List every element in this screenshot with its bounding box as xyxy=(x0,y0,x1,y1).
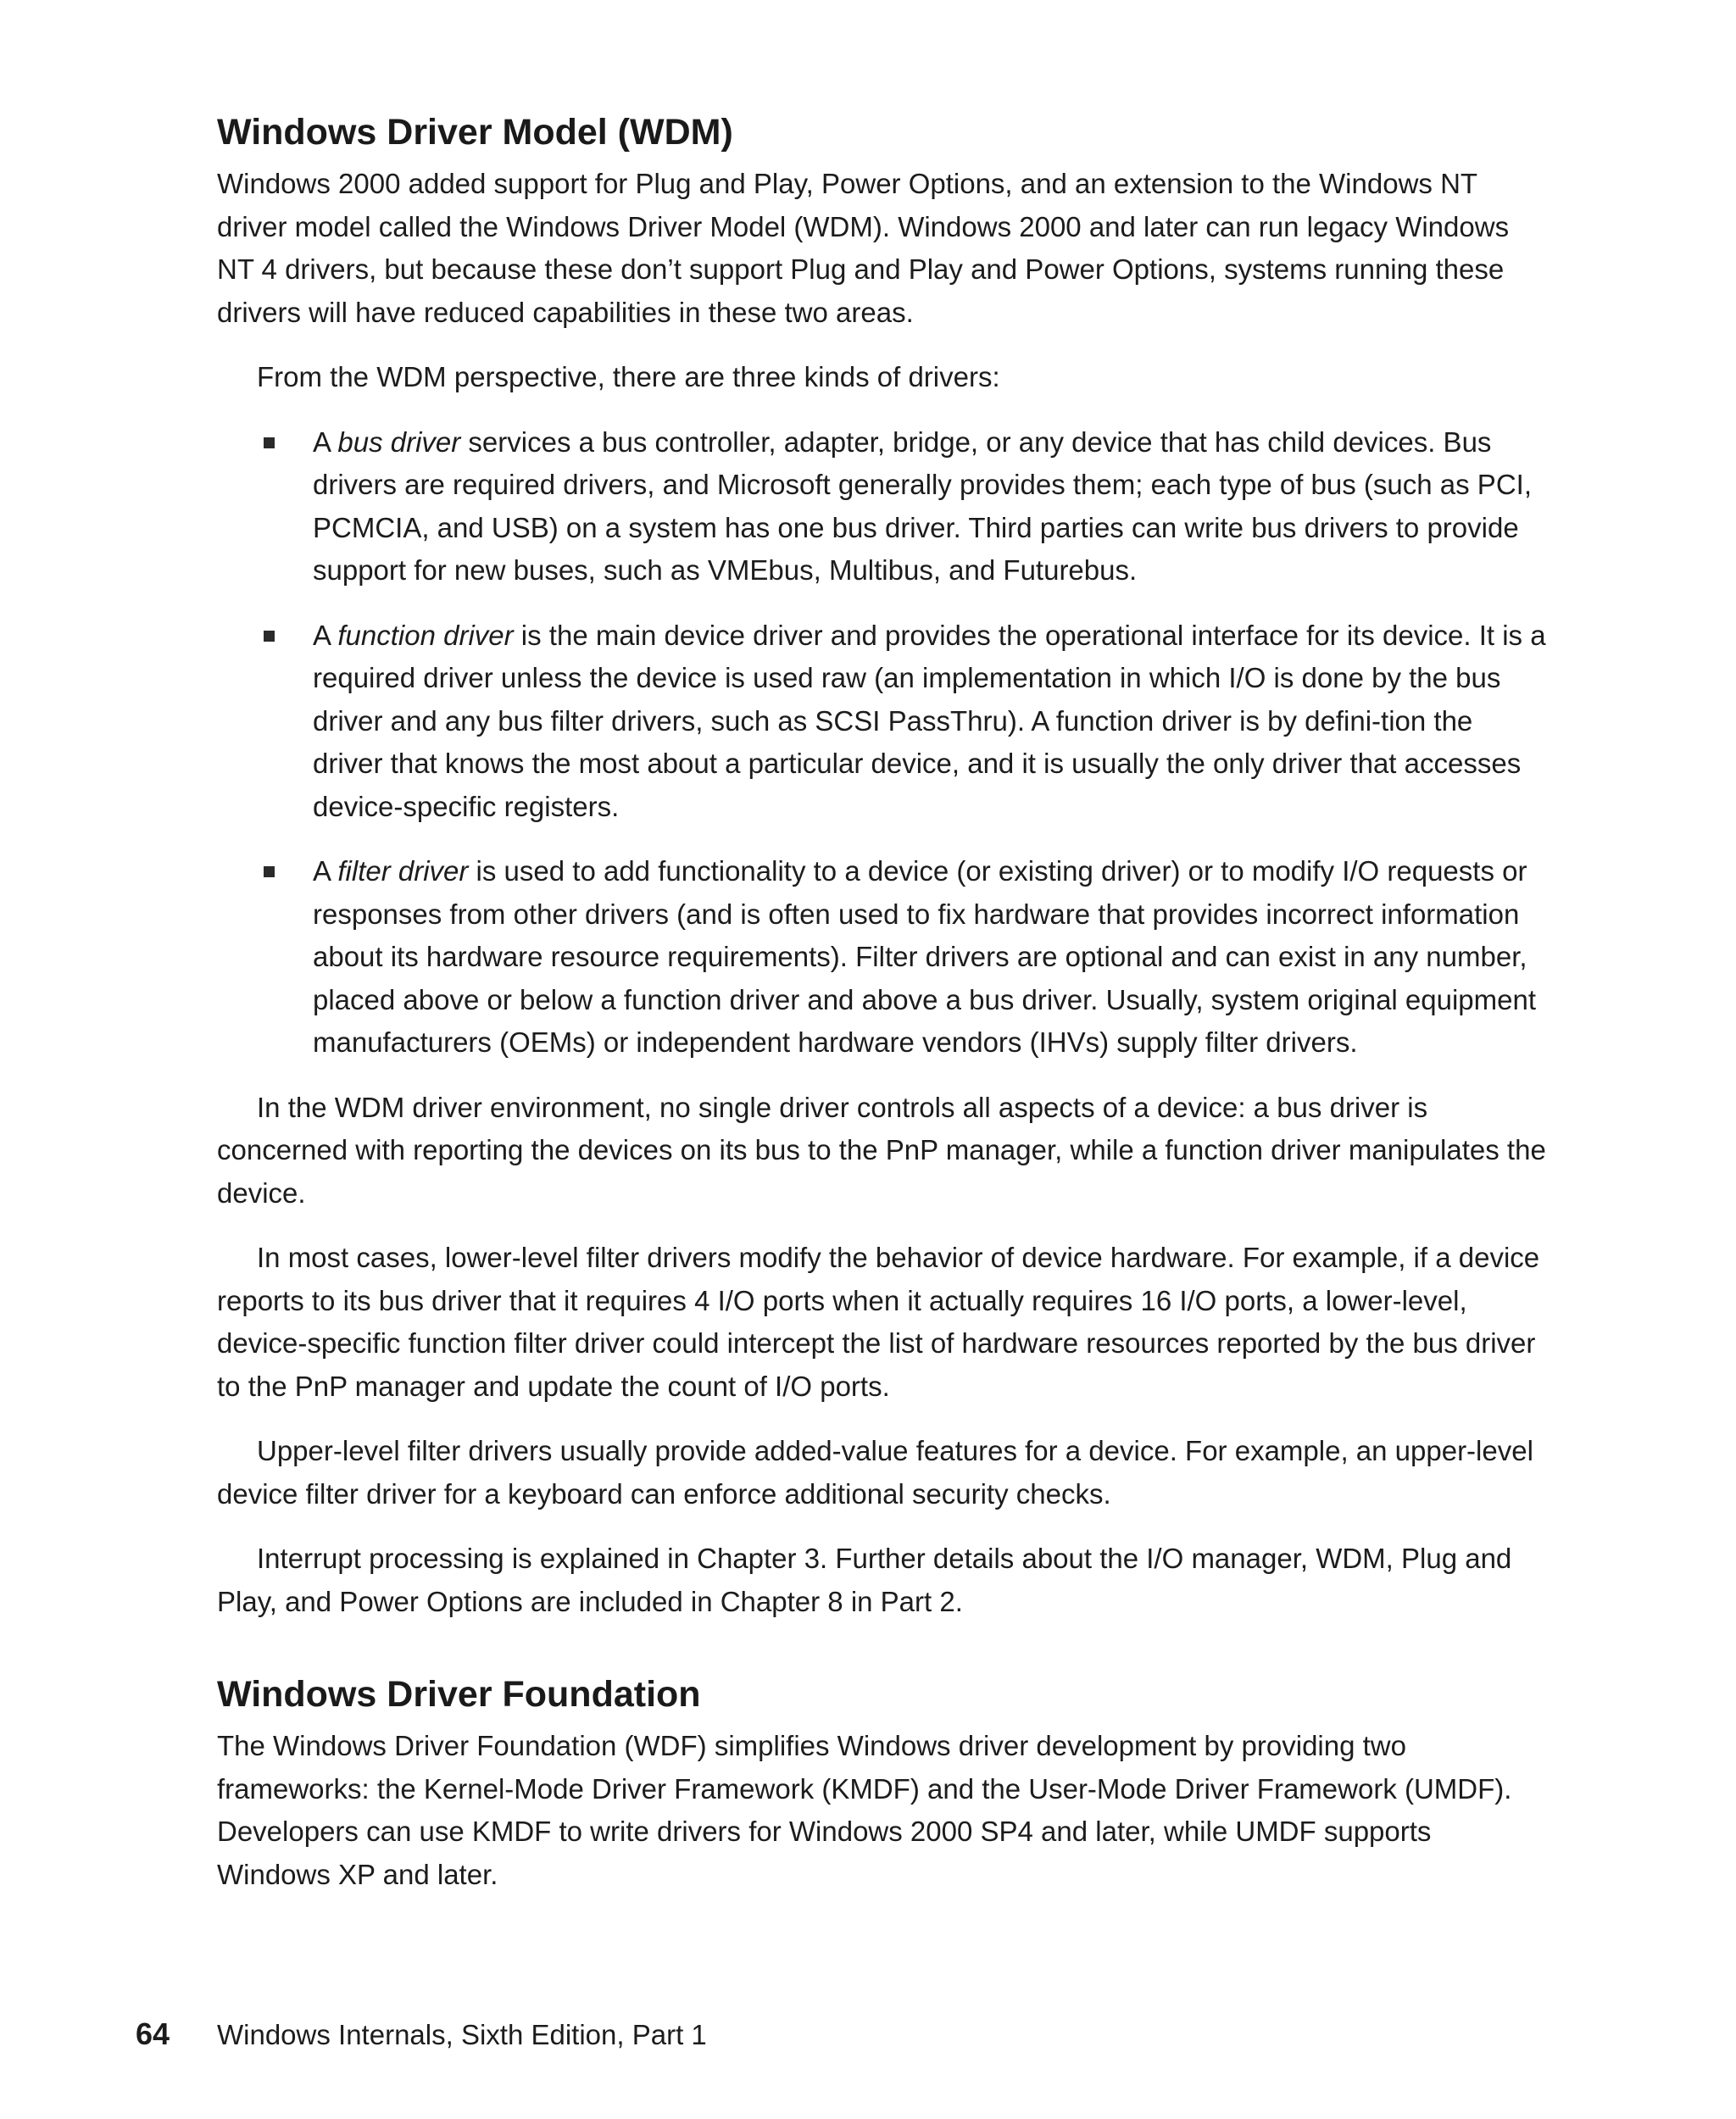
bullet-prefix: A xyxy=(313,855,338,887)
paragraph-lower-level-filters: In most cases, lower-level filter drivers modify the behavior of device hardware. For example, if a device reports to its bus driver that it requires 4 I/O ports when it actually requires 16 I/O ports, a lower-level, device-specific function filter driver could intercept the list of hardware resources reported by the bus driver to the PnP manager and update the count of I/O ports. xyxy=(217,1242,1540,1402)
wdf-body-paragraph: The Windows Driver Foundation (WDF) simplifies Windows driver development by providing two frameworks: the Kernel-Mode Driver Framework (KMDF) and the User-Mode Driver Framework (UMDF). Developers can use KMDF to write drivers for Windows 2000 SP4 and later, while UMDF supports Windows XP and later. xyxy=(217,1730,1512,1890)
list-item-filter-driver xyxy=(217,850,1548,1065)
section-heading-wdf: Windows Driver Foundation xyxy=(217,1674,701,1715)
page-number: 64 xyxy=(136,2016,170,2051)
wdm-lead-paragraph: From the WDM perspective, there are three kinds of drivers: xyxy=(257,361,1000,392)
book-title: Windows Internals, Sixth Edition, Part 1 xyxy=(217,2019,707,2050)
list-item-function-driver xyxy=(217,615,1548,829)
square-bullet-icon xyxy=(264,437,275,448)
term-function-driver: function driver xyxy=(337,619,514,651)
square-bullet-icon xyxy=(264,631,275,642)
page-footer xyxy=(136,2013,707,2056)
section-heading-wdm: Windows Driver Model (WDM) xyxy=(217,112,733,153)
list-item-bus-driver xyxy=(217,421,1548,592)
paragraph-wdm-environment: In the WDM driver environment, no single driver controls all aspects of a device: a bus driver is concerned with reporting the devices on its bus to the PnP manager, while a function driver manipulates the device. xyxy=(217,1091,1546,1209)
bullet-text: is used to add functionality to a device (or existing driver) or to modify I/O requests or responses from other drivers (and is often used to fix hardware that provides incorrect information about its hardware resource requirements). Filter drivers are optional and can exist in any number, placed above or below a function driver and above a bus driver. Usually, system original equipment manufacturers (OEMs) or independent hardware vendors (IHVs) supply filter drivers. xyxy=(313,855,1537,1058)
square-bullet-icon xyxy=(264,866,275,877)
driver-kinds-list xyxy=(217,421,1548,1065)
wdm-intro-paragraph: Windows 2000 added support for Plug and Play, Power Options, and an extension to the Windows NT driver model called the Windows Driver Model (WDM). Windows 2000 and later can run legacy Windows NT 4 drivers, but because these don’t support Plug and Play and Power Options, systems running these drivers will have reduced capabilities in these two areas. xyxy=(217,168,1510,328)
paragraph-upper-level-filters: Upper-level filter drivers usually provide added-value features for a device. For example, an upper-level device filter driver for a keyboard can enforce additional security checks. xyxy=(217,1435,1533,1510)
page-content xyxy=(217,110,1548,1896)
paragraph-interrupt-processing: Interrupt processing is explained in Chapter 3. Further details about the I/O manager, WDM, Plug and Play, and Power Options are included in Chapter 8 in Part 2. xyxy=(217,1543,1512,1617)
bullet-text: is the main device driver and provides the operational interface for its device. It is a required driver unless the device is used raw (an implementation in which I/O is done by the bus driver and any bus filter drivers, such as SCSI PassThru). A function driver is by defini-tion the driver that knows the most about a particular device, and it is usually the only driver that accesses device-specific registers. xyxy=(313,619,1546,822)
bullet-text: services a bus controller, adapter, bridge, or any device that has child devices. Bus drivers are required drivers, and Microsoft generally provides them; each type of bus (such as PCI, PCMCIA, and USB) on a system has one bus driver. Third parties can write bus drivers to provide support for new buses, such as VMEbus, Multibus, and Futurebus. xyxy=(313,425,1532,586)
bullet-prefix: A xyxy=(313,425,338,458)
term-filter-driver: filter driver xyxy=(337,855,469,887)
term-bus-driver: bus driver xyxy=(337,425,461,458)
bullet-prefix: A xyxy=(313,619,338,651)
